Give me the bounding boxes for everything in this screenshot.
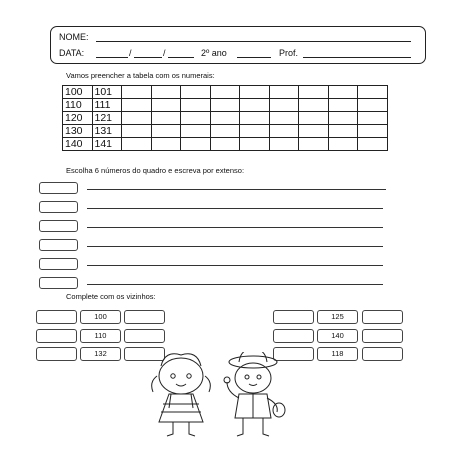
table-cell-blank[interactable] [328,112,358,125]
table-cell-blank[interactable] [358,125,388,138]
teacher-label: Prof. [279,48,299,58]
table-cell-number: 131 [92,125,122,138]
table-row [63,125,388,138]
neighbors-instruction: Complete com os vizinhos: [66,292,156,301]
table-cell-blank[interactable] [151,86,181,99]
table-cell-number: 130 [63,125,93,138]
extenso-instruction: Escolha 6 números do quadro e escreva por extenso: [66,166,245,175]
chosen-number-box[interactable] [39,201,78,213]
date-separator: / [129,48,132,58]
table-cell-blank[interactable] [240,138,270,151]
table-cell-blank[interactable] [328,86,358,99]
neighbor-answer-box[interactable] [124,310,165,324]
written-answer-line[interactable] [87,265,383,266]
table-cell-blank[interactable] [328,138,358,151]
table-cell-blank[interactable] [122,86,152,99]
given-number-box: 118 [317,347,358,361]
given-number-box: 110 [80,329,121,343]
table-row [63,86,388,99]
numbers-table [62,85,388,151]
chosen-number-box[interactable] [39,182,78,194]
table-cell-blank[interactable] [181,125,211,138]
neighbor-answer-box[interactable] [36,347,77,361]
table-cell-number: 141 [92,138,122,151]
table-cell-number: 111 [92,99,122,112]
table-cell-blank[interactable] [269,112,299,125]
neighbor-answer-box[interactable] [362,347,403,361]
table-cell-blank[interactable] [210,112,240,125]
table-cell-blank[interactable] [328,125,358,138]
chosen-number-box[interactable] [39,220,78,232]
table-cell-blank[interactable] [210,86,240,99]
table-cell-blank[interactable] [299,138,329,151]
table-cell-blank[interactable] [299,86,329,99]
table-cell-number: 140 [63,138,93,151]
table-cell-blank[interactable] [210,138,240,151]
table-cell-number: 120 [63,112,93,125]
boy-figure-icon [224,352,285,436]
date-label: DATA: [59,48,85,58]
table-cell-blank[interactable] [181,86,211,99]
table-cell-blank[interactable] [240,99,270,112]
table-cell-blank[interactable] [122,125,152,138]
table-cell-blank[interactable] [299,112,329,125]
date-separator: / [163,48,166,58]
table-cell-blank[interactable] [269,99,299,112]
girl-figure-icon [152,354,211,436]
neighbor-answer-box[interactable] [124,329,165,343]
given-number-box: 140 [317,329,358,343]
table-cell-blank[interactable] [240,112,270,125]
table-cell-blank[interactable] [358,86,388,99]
table-cell-blank[interactable] [299,125,329,138]
neighbor-answer-box[interactable] [36,329,77,343]
table-row [63,99,388,112]
given-number-box: 125 [317,310,358,324]
table-cell-blank[interactable] [181,99,211,112]
table-cell-blank[interactable] [328,99,358,112]
grade-label: 2º ano [201,48,227,58]
children-coloring-illustration [143,352,303,440]
table-cell-number: 100 [63,86,93,99]
written-answer-line[interactable] [87,284,383,285]
table-cell-blank[interactable] [240,86,270,99]
neighbor-answer-box[interactable] [362,329,403,343]
table-instruction: Vamos preencher a tabela com os numerais: [66,71,215,80]
table-cell-blank[interactable] [210,99,240,112]
table-cell-blank[interactable] [181,112,211,125]
neighbor-answer-box[interactable] [362,310,403,324]
table-cell-blank[interactable] [151,125,181,138]
table-cell-blank[interactable] [122,112,152,125]
table-cell-blank[interactable] [358,138,388,151]
table-cell-blank[interactable] [181,138,211,151]
given-number-box: 100 [80,310,121,324]
table-cell-blank[interactable] [269,138,299,151]
table-cell-blank[interactable] [358,99,388,112]
table-cell-blank[interactable] [151,112,181,125]
table-cell-blank[interactable] [269,125,299,138]
grade-class-line[interactable] [237,57,271,58]
table-cell-blank[interactable] [151,138,181,151]
given-number-box: 132 [80,347,121,361]
table-cell-blank[interactable] [269,86,299,99]
table-cell-blank[interactable] [299,99,329,112]
teacher-line[interactable] [303,57,411,58]
table-cell-number: 121 [92,112,122,125]
neighbor-answer-box[interactable] [36,310,77,324]
table-cell-blank[interactable] [358,112,388,125]
name-label: NOME: [59,32,89,42]
neighbor-answer-box[interactable] [273,329,314,343]
table-cell-number: 101 [92,86,122,99]
table-cell-number: 110 [63,99,93,112]
date-day-line[interactable] [96,57,128,58]
chosen-number-box[interactable] [39,258,78,270]
table-cell-blank[interactable] [240,125,270,138]
written-answer-line[interactable] [87,208,383,209]
chosen-number-box[interactable] [39,239,78,251]
chosen-number-box[interactable] [39,277,78,289]
date-month-line[interactable] [134,57,162,58]
table-cell-blank[interactable] [151,99,181,112]
table-row [63,138,388,151]
table-cell-blank[interactable] [122,99,152,112]
neighbor-answer-box[interactable] [273,310,314,324]
table-row [63,112,388,125]
name-line[interactable] [96,41,411,42]
student-info-box [50,26,426,64]
written-answer-line[interactable] [87,189,386,190]
table-cell-blank[interactable] [122,138,152,151]
written-answer-line[interactable] [87,227,383,228]
date-year-line[interactable] [168,57,194,58]
table-cell-blank[interactable] [210,125,240,138]
written-answer-line[interactable] [87,246,383,247]
